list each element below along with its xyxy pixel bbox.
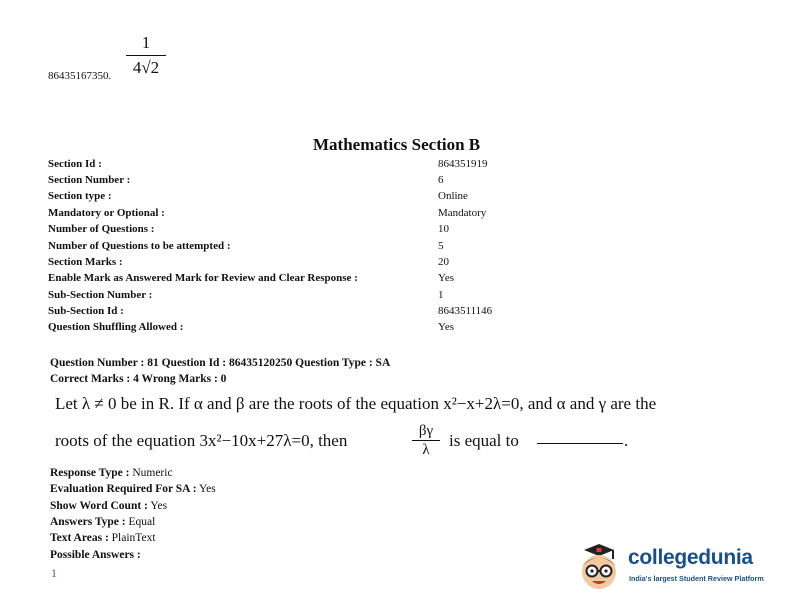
section-meta-label: Sub-Section Number : bbox=[48, 289, 153, 301]
question-text-line1: Let λ ≠ 0 be in R. If α and β are the roots of the equation x²−x+2λ=0, and α and γ are the bbox=[55, 394, 657, 413]
section-meta-value: Yes bbox=[438, 321, 455, 333]
answer-blank bbox=[537, 431, 623, 444]
section-meta-label: Question Shuffling Allowed : bbox=[48, 321, 184, 333]
question-fraction-denominator: λ bbox=[422, 442, 430, 458]
response-meta-value: Yes bbox=[150, 500, 168, 512]
section-meta-label: Enable Mark as Answered Mark for Review and Clear Response : bbox=[48, 272, 358, 284]
section-meta-value: 20 bbox=[438, 256, 449, 268]
section-meta-value: 1 bbox=[438, 289, 444, 301]
section-meta-row bbox=[48, 174, 748, 190]
section-meta-value: 10 bbox=[438, 223, 449, 235]
question-header: Question Number : 81 Question Id : 86435120250 Question Type : SA bbox=[50, 357, 391, 369]
question-text-after: is equal to bbox=[449, 431, 519, 450]
logo-tagline: India's largest Student Review Platform bbox=[629, 574, 764, 583]
section-meta-label: Mandatory or Optional : bbox=[48, 207, 165, 219]
question-text-end: . bbox=[624, 431, 629, 450]
previous-answer-fraction bbox=[126, 33, 166, 78]
question-fraction bbox=[412, 423, 440, 458]
previous-question-id: 86435167350. bbox=[48, 70, 112, 82]
response-meta-value: PlainText bbox=[111, 532, 156, 544]
mascot-icon bbox=[574, 540, 624, 596]
logo-wordmark: collegedunia bbox=[628, 546, 753, 569]
section-meta-row bbox=[48, 207, 748, 223]
question-text-before: roots of the equation 3x²−10x+27λ=0, then bbox=[55, 431, 348, 450]
section-meta-value: 6 bbox=[438, 174, 444, 186]
section-meta-label: Sub-Section Id : bbox=[48, 305, 124, 317]
section-meta-value: 8643511146 bbox=[438, 305, 493, 317]
section-meta-label: Number of Questions to be attempted : bbox=[48, 240, 231, 252]
fraction-denominator: 4√2 bbox=[132, 58, 160, 77]
section-meta-row bbox=[48, 223, 748, 239]
section-meta-row bbox=[48, 272, 748, 288]
question-fraction-bar bbox=[412, 440, 440, 441]
response-meta-label: Response Type : bbox=[50, 467, 130, 479]
section-meta-row bbox=[48, 321, 748, 337]
section-meta-value: 864351919 bbox=[438, 158, 488, 170]
section-meta-row bbox=[48, 190, 748, 206]
section-meta-value: 5 bbox=[438, 240, 444, 252]
possible-answer-value: 1 bbox=[51, 566, 57, 580]
response-meta-row bbox=[50, 532, 156, 544]
section-meta-label: Section Number : bbox=[48, 174, 131, 186]
section-meta-row bbox=[48, 256, 748, 272]
section-meta-row bbox=[48, 305, 748, 321]
section-meta-value: Online bbox=[438, 190, 468, 202]
question-marks: Correct Marks : 4 Wrong Marks : 0 bbox=[50, 373, 227, 385]
response-meta-label: Text Areas : bbox=[50, 532, 109, 544]
response-meta-label: Show Word Count : bbox=[50, 500, 148, 512]
response-meta-row bbox=[50, 549, 141, 561]
section-meta-label: Number of Questions : bbox=[48, 223, 155, 235]
response-meta-value: Yes bbox=[199, 483, 216, 495]
response-meta-label: Evaluation Required For SA : bbox=[50, 483, 197, 495]
fraction-bar bbox=[126, 55, 166, 56]
section-meta-row bbox=[48, 289, 748, 305]
section-meta-label: Section Marks : bbox=[48, 256, 123, 268]
response-meta-label: Answers Type : bbox=[50, 516, 126, 528]
section-meta-row bbox=[48, 240, 748, 256]
response-meta-value: Numeric bbox=[132, 467, 173, 479]
section-meta-row bbox=[48, 158, 748, 174]
section-meta-value: Mandatory bbox=[438, 207, 487, 219]
response-meta-value: Equal bbox=[128, 516, 156, 528]
response-meta-row bbox=[50, 483, 216, 495]
section-title: Mathematics Section B bbox=[313, 135, 481, 154]
section-meta-label: Section Id : bbox=[48, 158, 102, 170]
response-meta-row bbox=[50, 500, 167, 512]
collegedunia-logo bbox=[574, 540, 786, 600]
response-meta-row bbox=[50, 516, 155, 528]
section-meta-label: Section type : bbox=[48, 190, 112, 202]
question-fraction-numerator: βγ bbox=[418, 423, 434, 439]
fraction-numerator: 1 bbox=[141, 33, 151, 52]
response-meta-row bbox=[50, 467, 173, 479]
section-meta-value: Yes bbox=[438, 272, 455, 284]
response-meta-label: Possible Answers : bbox=[50, 549, 141, 561]
